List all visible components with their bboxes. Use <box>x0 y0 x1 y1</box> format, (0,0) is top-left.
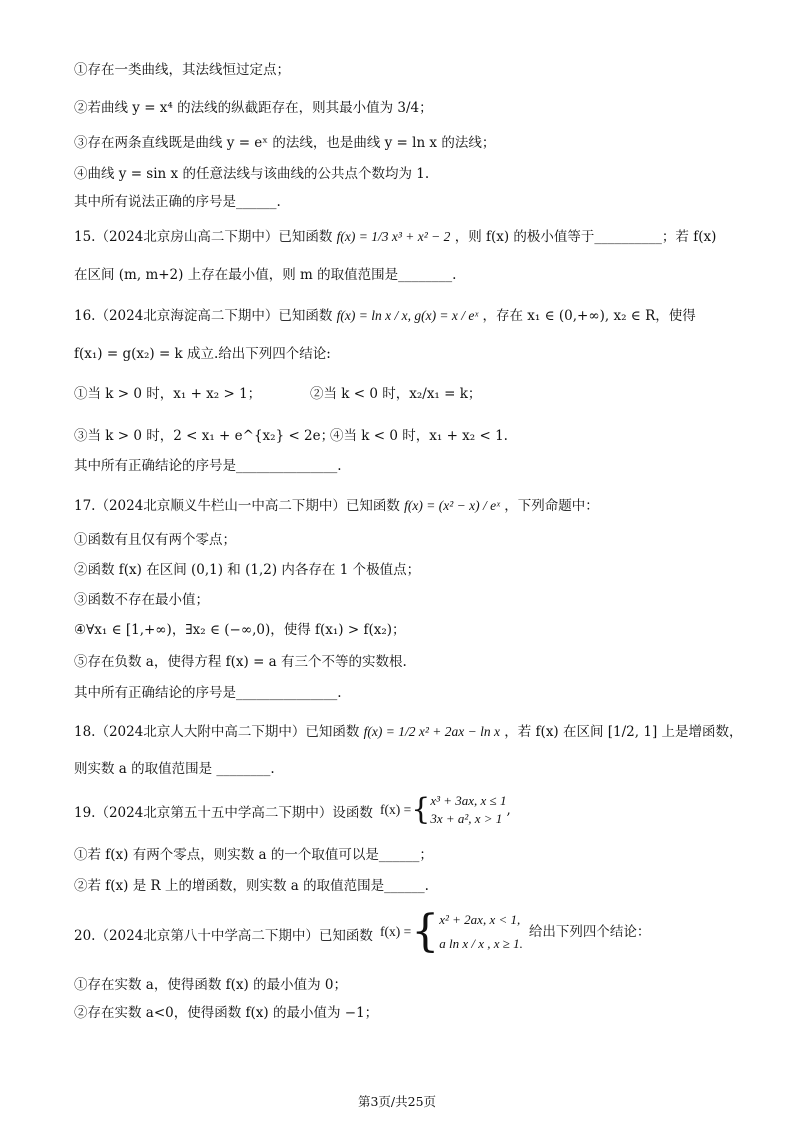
q17-func: f(x) = (x² − x) / eˣ <box>404 498 500 513</box>
q14-item-3: ③存在两条直线既是曲线 y = eˣ 的法线，也是曲线 y = ln x 的法线； <box>74 135 496 151</box>
q19-line1 <box>74 792 730 836</box>
q17-item-1: ①函数有且仅有两个零点； <box>74 532 236 548</box>
q16-mid: ，存在 x₁ ∈ (0,+∞), x₂ ∈ R，使得 <box>482 308 696 324</box>
q16-line1 <box>74 306 730 326</box>
q14-item-2: ②若曲线 y = x⁴ 的法线的纵截距存在，则其最小值为 3/4； <box>74 100 433 116</box>
q18-line2: 则实数 a 的取值范围是 ________. <box>74 761 275 777</box>
q20-case-2: a ln x / x , x ≥ 1. <box>439 936 523 951</box>
q20-source: 20.（2024北京第八十中学高二下期中）已知函数 <box>74 928 373 944</box>
q20-item-2: ②存在实数 a<0，使得函数 f(x) 的最小值为 −1； <box>74 1005 379 1021</box>
q17-ask: 其中所有正确结论的序号是_______________. <box>74 685 342 701</box>
q20-tail: 给出下列四个结论： <box>528 924 651 940</box>
q15-mid: ，则 f(x) 的极小值等于__________；若 f(x) <box>454 229 717 245</box>
q16-conclusion-3: ③当 k > 0 时，2 < x₁ + e^{x₂} < 2e； <box>74 428 335 444</box>
q16-ask: 其中所有正确结论的序号是_______________. <box>74 458 342 474</box>
q19-item-1: ①若 f(x) 有两个零点，则实数 a 的一个取值可以是______； <box>74 847 433 863</box>
q16-conclusion-2: ②当 k < 0 时，x₂/x₁ = k； <box>310 386 482 402</box>
q20-piecewise: f(x) = { x² + 2ax, x < 1, a ln x / x , x ≥ 1. 给出下列四个结论： <box>380 906 651 957</box>
q14-ask: 其中所有说法正确的序号是______. <box>74 194 281 210</box>
q20-item-1: ①存在实数 a，使得函数 f(x) 的最小值为 0； <box>74 977 347 993</box>
q17-item-5: ⑤存在负数 a，使得方程 f(x) = a 有三个不等的实数根. <box>74 654 407 670</box>
q19-case-1: x³ + 3ax, x ≤ 1 <box>430 793 507 808</box>
q16-row-b <box>74 426 730 446</box>
q16-row-a <box>74 384 730 404</box>
q15-line1 <box>74 227 730 247</box>
q16-conclusion-1: ①当 k > 0 时，x₁ + x₂ > 1； <box>74 386 262 402</box>
q19-tail: , <box>506 802 511 818</box>
q20-case-1: x² + 2ax, x < 1, <box>439 912 521 927</box>
q19-piecewise: f(x) = { x³ + 3ax, x ≤ 1 3x + a², x > 1 , <box>380 792 511 827</box>
q17-line1 <box>74 496 730 516</box>
q17-source: 17.（2024北京顺义牛栏山一中高二下期中）已知函数 <box>74 498 400 514</box>
q17-item-3: ③函数不存在最小值； <box>74 592 209 608</box>
q20-brace-glyph: { <box>411 906 440 957</box>
q16-conclusion-4: ④当 k < 0 时，x₁ + x₂ < 1. <box>330 428 508 444</box>
page-footer: 第3页/共25页 <box>357 1094 437 1109</box>
q17-mid: ，下列命题中： <box>504 498 599 514</box>
q16-source: 16.（2024北京海淀高二下期中）已知函数 <box>74 308 333 324</box>
q18-source: 18.（2024北京人大附中高二下期中）已知函数 <box>74 724 360 740</box>
q15-line2: 在区间 (m, m+2) 上存在最小值，则 m 的取值范围是________. <box>74 267 457 283</box>
q14-item-1: ①存在一类曲线，其法线恒过定点； <box>74 62 290 78</box>
q14-item-4: ④曲线 y = sin x 的任意法线与该曲线的公共点个数均为 1. <box>74 166 430 182</box>
q18-line1 <box>74 722 743 742</box>
q15-source: 15.（2024北京房山高二下期中）已知函数 <box>74 229 333 245</box>
q19-brace-glyph: { <box>411 792 431 827</box>
q19-case-2: 3x + a², x > 1 <box>430 811 503 826</box>
q19-source: 19.（2024北京第五十五中学高二下期中）设函数 <box>74 805 373 821</box>
q16-line2: f(x₁) = g(x₂) = k 成立.给出下列四个结论: <box>74 346 331 362</box>
q18-func: f(x) = 1/2 x² + 2ax − ln x <box>363 724 500 739</box>
q19-item-2: ②若 f(x) 是 R 上的增函数，则实数 a 的取值范围是______. <box>74 878 429 894</box>
q15-func: f(x) = 1/3 x³ + x² − 2 <box>336 229 451 244</box>
q20-line1 <box>74 908 730 964</box>
q17-item-2: ②函数 f(x) 在区间 (0,1) 和 (1,2) 内各存在 1 个极值点； <box>74 562 421 578</box>
q18-mid: ，若 f(x) 在区间 [1/2, 1] 上是增函数， <box>504 724 743 740</box>
q17-item-4: ④∀x₁ ∈ [1,+∞)，∃x₂ ∈ (−∞,0)，使得 f(x₁) > f(x₂)； <box>74 622 406 638</box>
q16-func: f(x) = ln x / x, g(x) = x / eˣ <box>336 308 479 323</box>
